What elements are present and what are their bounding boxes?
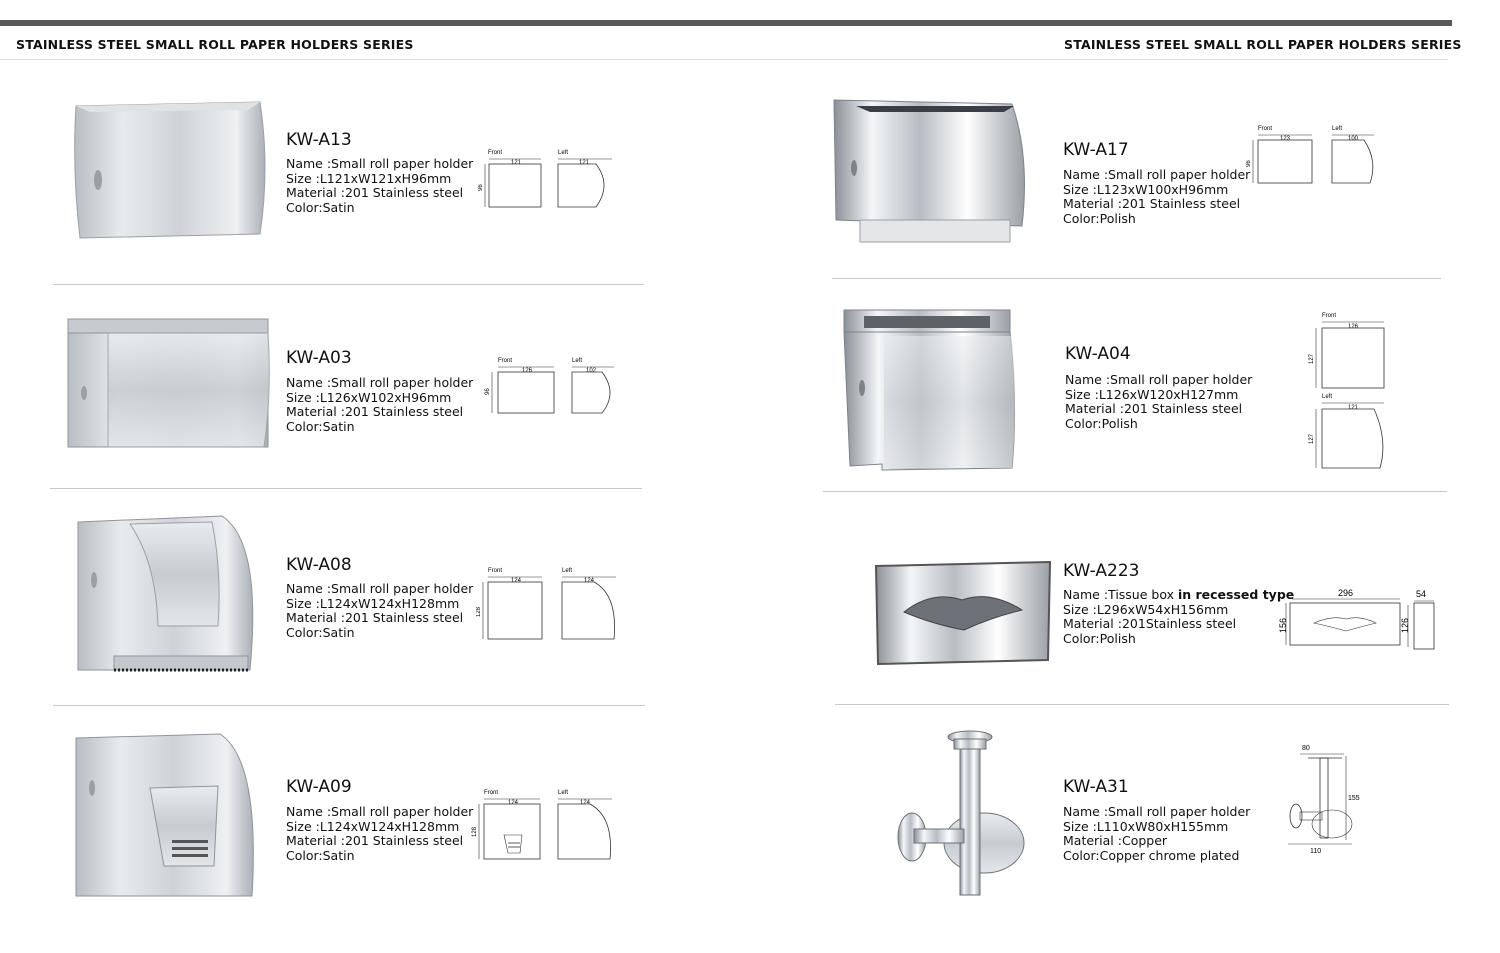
product-specs xyxy=(1063,168,1250,226)
front-height: 96 xyxy=(1246,160,1252,167)
front-label: Front xyxy=(484,790,499,796)
spec-material: Material :201 Stainless steel xyxy=(286,610,464,626)
front-height: 96 xyxy=(485,388,491,395)
product-specs xyxy=(1063,588,1294,646)
spec-material: Material :201 Stainless steel xyxy=(1063,196,1241,212)
front-width: 124 xyxy=(508,800,519,806)
header-rule xyxy=(0,59,1448,60)
spec-size: Size :L126xW102xH96mm xyxy=(286,389,452,405)
spec-material: Material :201Stainless steel xyxy=(1063,616,1237,632)
left-height: 127 xyxy=(1309,433,1315,444)
left-width: 121 xyxy=(579,160,590,166)
product-specs xyxy=(1065,373,1252,431)
spec-color: Color:Satin xyxy=(286,624,355,640)
spec-size: Size :L110xW80xH155mm xyxy=(1063,818,1229,834)
spec-color: Color:Copper chrome plated xyxy=(1063,847,1240,863)
separator xyxy=(823,491,1447,492)
dimension-drawing xyxy=(470,787,618,865)
dim-bottom: 110 xyxy=(1310,848,1322,855)
spec-material: Material :201 Stainless steel xyxy=(286,404,464,420)
front-label: Front xyxy=(488,150,503,156)
left-width: 100 xyxy=(1348,136,1359,142)
dimension-drawing xyxy=(476,565,621,643)
product-photo-kw-a17 xyxy=(826,96,1031,251)
product-specs xyxy=(286,582,473,640)
product-photo-kw-a31 xyxy=(890,725,1030,900)
left-label: Left xyxy=(558,790,569,796)
product-photo-kw-a223 xyxy=(872,560,1054,670)
spec-material: Material :201 Stainless steel xyxy=(286,833,464,849)
front-height: 127 xyxy=(1309,353,1315,364)
spec-name: Name :Small roll paper holder xyxy=(286,156,474,171)
dimension-drawing xyxy=(484,355,624,417)
top-bar xyxy=(0,20,1452,26)
spec-size: Size :L126xW120xH127mm xyxy=(1065,386,1239,402)
left-width: 121 xyxy=(1348,405,1359,411)
product-photo-kw-a08 xyxy=(72,512,262,682)
front-label: Front xyxy=(1322,313,1337,319)
front-width: 124 xyxy=(511,578,522,584)
dimension-drawing xyxy=(1308,310,1388,472)
header-title-left: STAINLESS STEEL SMALL ROLL PAPER HOLDERS SERIES xyxy=(16,37,414,52)
front-width: 126 xyxy=(1348,324,1359,330)
front-label: Front xyxy=(498,358,513,364)
product-specs xyxy=(286,376,473,434)
front-height: 128 xyxy=(476,606,482,617)
dim-top: 80 xyxy=(1302,745,1310,752)
spec-name: Name :Small roll paper holder xyxy=(286,375,474,390)
spec-material: Material :201 Stainless steel xyxy=(1065,401,1243,417)
header-title-right: STAINLESS STEEL SMALL ROLL PAPER HOLDERS SERIES xyxy=(1064,37,1462,52)
left-label: Left xyxy=(1322,394,1333,400)
spec-color: Color:Satin xyxy=(286,847,355,863)
product-code: KW-A17 xyxy=(1063,140,1129,160)
left-label: Left xyxy=(562,568,573,574)
spec-material: Material :Copper xyxy=(1063,833,1168,849)
dimension-drawing xyxy=(1280,740,1375,858)
spec-color: Color:Polish xyxy=(1063,210,1136,226)
left-label: Left xyxy=(1332,126,1343,132)
front-label: Front xyxy=(488,568,503,574)
product-specs xyxy=(1063,805,1250,863)
separator xyxy=(835,704,1449,705)
spec-color: Color:Satin xyxy=(286,199,355,215)
spec-name: Name :Small roll paper holder xyxy=(1063,804,1251,819)
spec-color: Color:Satin xyxy=(286,418,355,434)
separator xyxy=(832,278,1441,279)
spec-name: Name :Small roll paper holder xyxy=(1065,372,1253,387)
left-label: Left xyxy=(558,150,569,156)
spec-color: Color:Polish xyxy=(1063,630,1136,646)
front-label: Front xyxy=(1258,126,1273,132)
product-photo-kw-a04 xyxy=(842,306,1024,476)
left-width: 102 xyxy=(586,368,597,374)
dim-depth-height: 126 xyxy=(1400,617,1410,633)
dimension-drawing xyxy=(1274,583,1442,653)
spec-size: Size :L124xW124xH128mm xyxy=(286,595,460,611)
front-width: 126 xyxy=(522,368,533,374)
spec-name: Name :Small roll paper holder xyxy=(286,581,474,596)
dim-height: 155 xyxy=(1348,795,1360,802)
spec-size: Size :L121xW121xH96mm xyxy=(286,170,452,186)
spec-size: Size :L296xW54xH156mm xyxy=(1063,601,1229,617)
dimension-drawing xyxy=(1246,123,1386,188)
front-height: 128 xyxy=(472,826,478,837)
product-photo-kw-a09 xyxy=(70,730,262,905)
product-code: KW-A08 xyxy=(286,555,352,575)
spec-name: Name :Small roll paper holder xyxy=(286,804,474,819)
front-height: 96 xyxy=(478,184,484,191)
front-width: 121 xyxy=(511,160,522,166)
product-code: KW-A04 xyxy=(1065,344,1131,364)
dim-height: 156 xyxy=(1278,617,1288,633)
product-code: KW-A13 xyxy=(286,130,352,150)
product-code: KW-A223 xyxy=(1063,561,1140,581)
spec-size: Size :L124xW124xH128mm xyxy=(286,818,460,834)
separator xyxy=(53,705,645,706)
left-width: 124 xyxy=(584,578,595,584)
spec-material: Material :201 Stainless steel xyxy=(286,185,464,201)
product-specs xyxy=(286,157,473,215)
product-photo-kw-a03 xyxy=(64,315,274,455)
dim-width: 296 xyxy=(1338,588,1354,598)
spec-color: Color:Polish xyxy=(1065,415,1138,431)
spec-size: Size :L123xW100xH96mm xyxy=(1063,181,1229,197)
spec-name-prefix: Name :Tissue box xyxy=(1063,587,1178,602)
left-width: 124 xyxy=(580,800,591,806)
separator xyxy=(50,488,642,489)
product-specs xyxy=(286,805,473,863)
separator xyxy=(53,284,644,285)
left-label: Left xyxy=(572,358,583,364)
spec-name-bold: in recessed type xyxy=(1177,587,1295,602)
product-code: KW-A09 xyxy=(286,777,352,797)
product-code: KW-A03 xyxy=(286,348,352,368)
product-photo-kw-a13 xyxy=(70,98,270,243)
spec-name: Name :Small roll paper holder xyxy=(1063,167,1251,182)
spec-name xyxy=(1063,588,1294,603)
dim-depth: 54 xyxy=(1416,589,1427,599)
product-code: KW-A31 xyxy=(1063,777,1129,797)
front-width: 123 xyxy=(1280,136,1291,142)
dimension-drawing xyxy=(478,147,618,212)
